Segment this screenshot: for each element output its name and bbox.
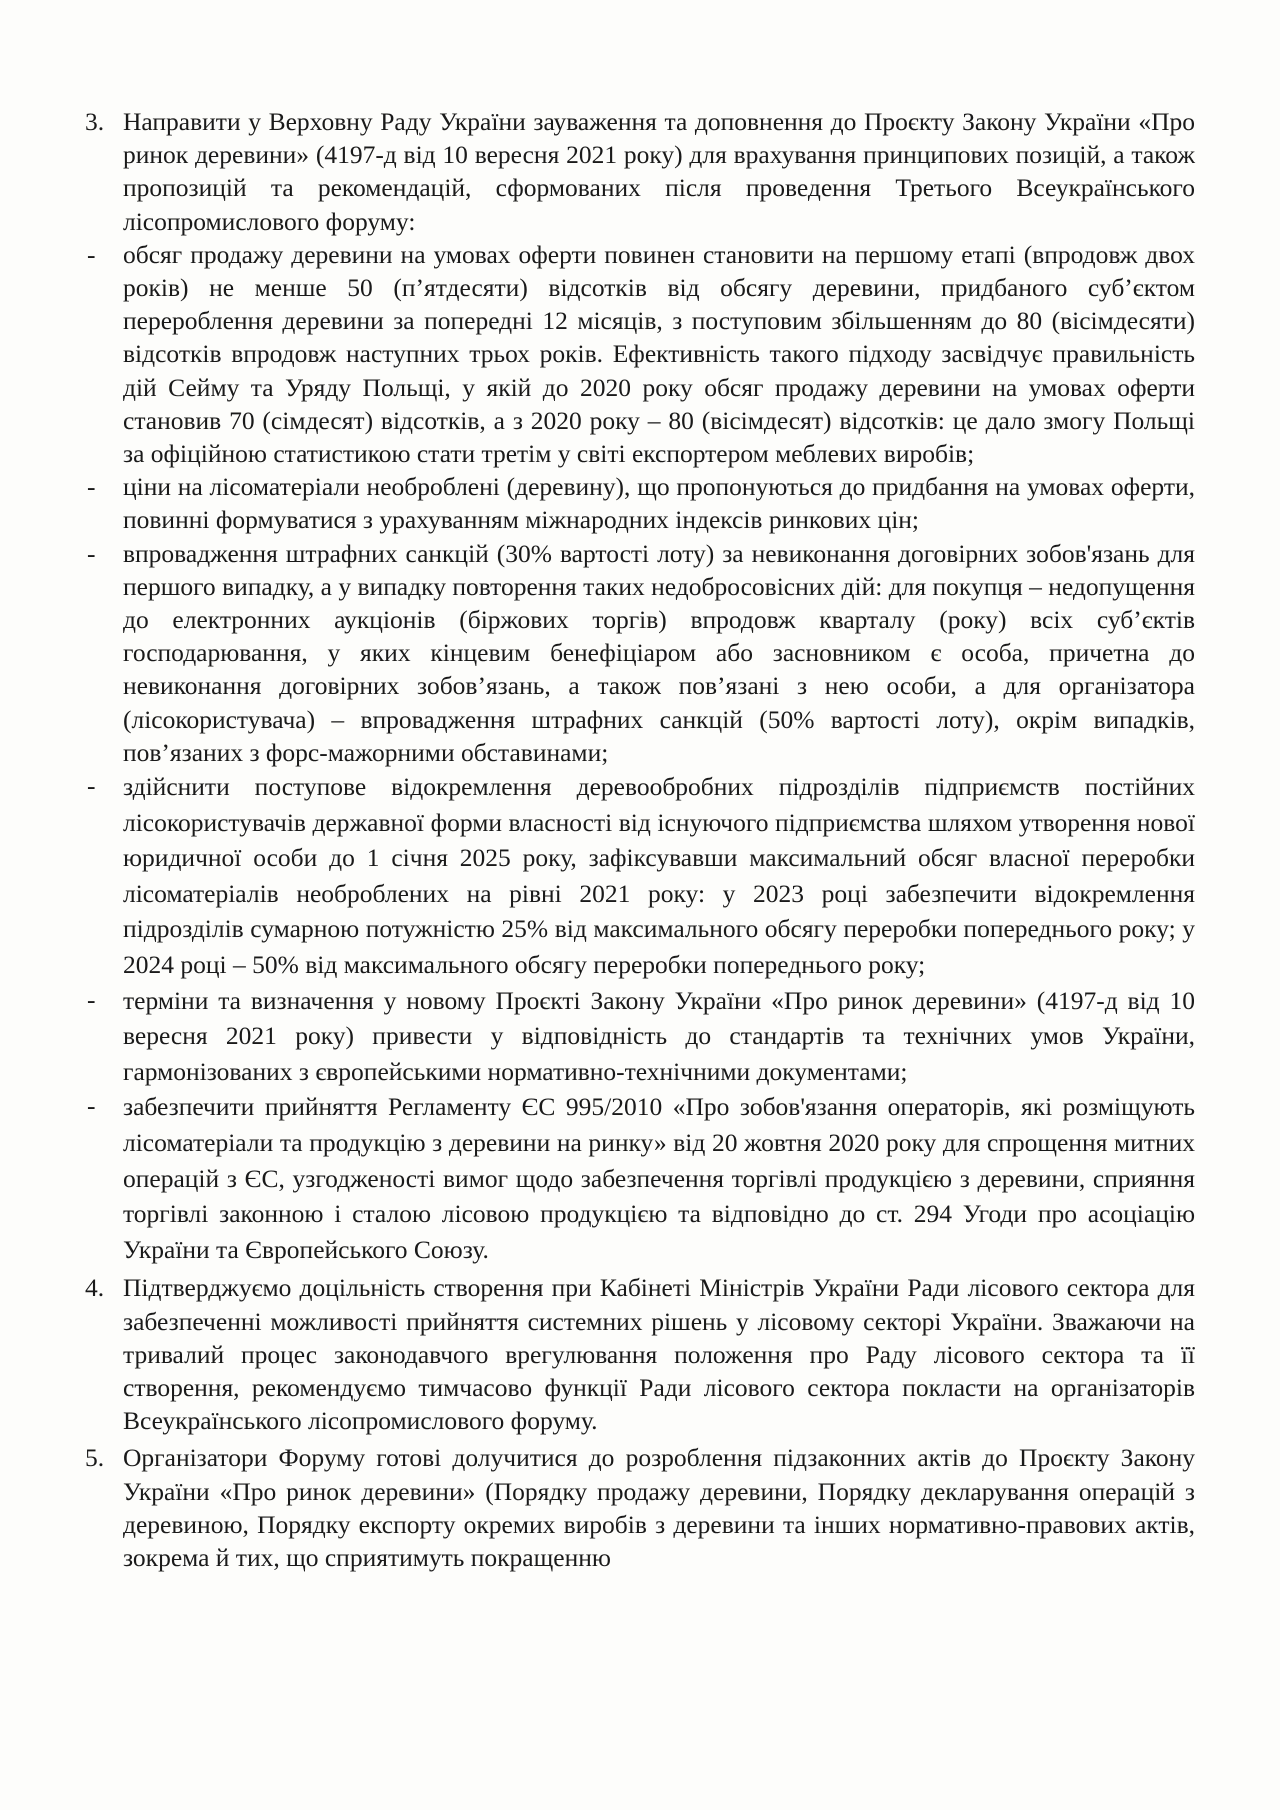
list-marker: -: [87, 239, 96, 269]
list-item-text: Підтверджуємо доцільність створення при Кабінеті Міністрів України Ради лісового сектора для забезпеченні можливості прийняття системних рішень у лісовому секторі України. Зважаючи на тривалий процес законодавчого врегулювання положення про Раду лісового сектора та її створення, рекомендуємо тимчасово функції Ради лісового сектора покласти на організаторів Всеукраїнського лісопромислового форуму.: [123, 1273, 1195, 1436]
list-marker: -: [87, 472, 96, 502]
list-marker: -: [87, 1091, 96, 1121]
list-item-text: забезпечити прийняття Регламенту ЄС 995/2010 «Про зобов'язання операторів, які розміщують лісоматеріали та продукцію з деревини на ринку» від 20 жовтня 2020 року для спрощення митних операцій з ЄС, узгодженості вимог щодо забезпечення торгівлі продукцією з деревини, сприяння торгівлі законною і сталою лісовою продукцією та відповідно до ст. 294 Угоди про асоціацію України та Європейського Союзу.: [123, 1092, 1195, 1264]
list-item-text: Направити у Верховну Раду України зауваження та доповнення до Проєкту Закону України «Про ринок деревини» (4197-д від 10 вересня 2021 року) для врахування принципових позицій, а також пропозицій та рекомендацій, сформованих після проведення Третього Всеукраїнського лісопромислового форуму:: [123, 107, 1195, 236]
list-item-4: [85, 1271, 1195, 1437]
list-marker: -: [87, 771, 96, 801]
list-item-dash: [85, 537, 1195, 769]
list-item-text: терміни та визначення у новому Проєкті Закону України «Про ринок деревини» (4197-д від 10 вересня 2021 року) привести у відповідність до стандартів та технічних умов України, гармонізованих з європейськими нормативно-технічними документами;: [123, 985, 1195, 1086]
list-item-text: ціни на лісоматеріали необроблені (деревину), що пропонуються до придбання на умовах оферти, повинні формуватися з урахуванням міжнародних індексів ринкових цін;: [123, 472, 1195, 535]
list-item-dash: [85, 769, 1195, 983]
list-marker: 5.: [85, 1443, 105, 1473]
list-item-dash: [85, 238, 1195, 470]
list-item-dash: [85, 1089, 1195, 1267]
list-item-text: здійснити поступове відокремлення деревообробних підрозділів підприємств постійних лісокористувачів державної форми власності від існуючого підприємства шляхом утворення нової юридичної особи до 1 січня 2025 року, зафіксувавши максимальний обсяг власної переробки лісоматеріалів необроблених на рівні 2021 року: у 2023 році забезпечити відокремлення підрозділів сумарною потужністю 25% від максимального обсягу переробки попереднього року; у 2024 році – 50% від максимального обсягу переробки попереднього року;: [123, 772, 1195, 980]
list-item-text: Організатори Форуму готові долучитися до розроблення підзаконних актів до Проєкту Закону України «Про ринок деревини» (Порядку продажу деревини, Порядку декларування операцій з деревиною, Порядку експорту окремих виробів з деревини та інших нормативно-правових актів, зокрема й тих, що сприятимуть покращенню: [123, 1443, 1195, 1572]
list-item-3: [85, 105, 1195, 238]
list-item-dash: [85, 983, 1195, 1090]
list-item-5: [85, 1441, 1195, 1574]
list-item-text: обсяг продажу деревини на умовах оферти повинен становити на першому етапі (впродовж двох років) не менше 50 (п’ятдесяти) відсотків від обсягу деревини, придбаного суб’єктом перероблення деревини за попередні 12 місяців, з поступовим збільшенням до 80 (вісімдесяти) відсотків впродовж наступних трьох років. Ефективність такого підходу засвідчує правильність дій Сейму та Уряду Польщі, у якій до 2020 року обсяг продажу деревини на умовах оферти становив 70 (сімдесят) відсотків, а з 2020 року – 80 (вісімдесят) відсотків: це дало змогу Польщі за офіційною статистикою стати третім у світі експортером меблевих виробів;: [123, 239, 1195, 469]
list-item-dash: [85, 470, 1195, 536]
list-item-text: впровадження штрафних санкцій (30% вартості лоту) за невиконання договірних зобов'язань для першого випадку, а у випадку повторення таких недобросовісних дій: для покупця – недопущення до електронних аукціонів (біржових торгів) впродовж кварталу (року) всіх суб’єктів господарювання, у яких кінцевим бенефіціаром або засновником є особа, причетна до невиконання договірних зобов’язань, а також пов’язані з нею особи, а для організатора (лісокористувача) – впровадження штрафних санкцій (50% вартості лоту), окрім випадків, пов’язаних з форс-мажорними обставинами;: [123, 538, 1195, 767]
document-body: [85, 105, 1195, 1574]
list-marker: -: [87, 538, 96, 568]
list-marker: 3.: [85, 107, 105, 136]
list-marker: 4.: [85, 1273, 105, 1303]
list-marker: -: [87, 984, 96, 1014]
